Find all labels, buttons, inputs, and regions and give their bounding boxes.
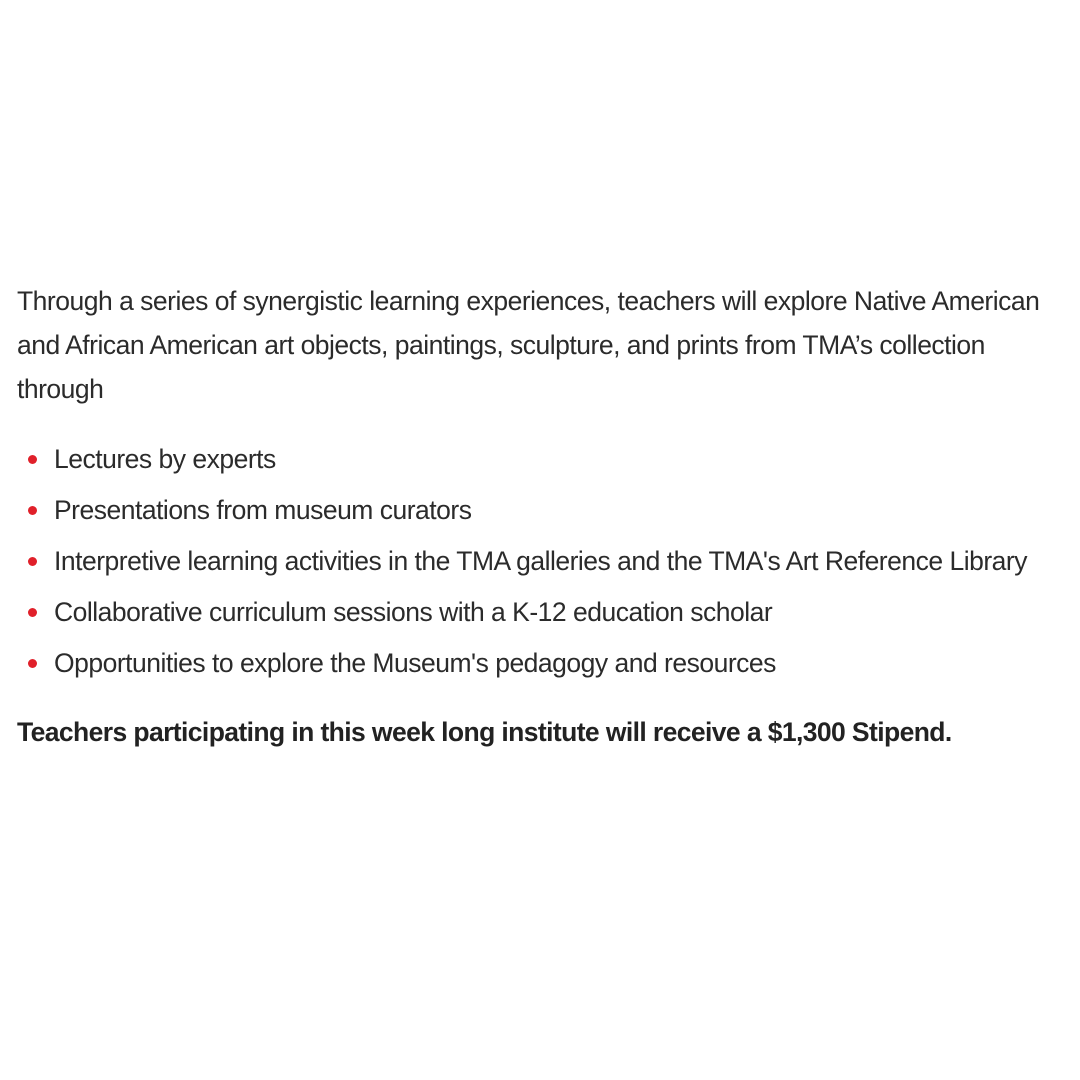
list-item-text: Interpretive learning activities in the TMA galleries and the TMA's Art Reference Library — [54, 546, 1027, 576]
list-item — [17, 488, 1077, 532]
bullet-dot-icon — [28, 608, 37, 617]
stipend-note: Teachers participating in this week long institute will receive a $1,300 Stipend. — [17, 717, 952, 747]
activities-list — [17, 437, 1077, 685]
list-item-text: Collaborative curriculum sessions with a K-12 education scholar — [54, 597, 773, 627]
intro-paragraph: Through a series of synergistic learning experiences, teachers will explore Native American and African American art objects, paintings, sculpture, and prints from TMA’s collection through — [17, 286, 1040, 404]
list-item — [17, 590, 1077, 634]
list-item-text: Opportunities to explore the Museum's pedagogy and resources — [54, 648, 776, 678]
list-item-text: Lectures by experts — [54, 444, 276, 474]
bullet-dot-icon — [28, 455, 37, 464]
list-item — [17, 539, 1077, 583]
bullet-dot-icon — [28, 659, 37, 668]
list-item — [17, 641, 1077, 685]
list-item-text: Presentations from museum curators — [54, 495, 472, 525]
bullet-dot-icon — [28, 506, 37, 515]
content-block — [17, 279, 1077, 754]
list-item — [17, 437, 1077, 481]
bullet-dot-icon — [28, 557, 37, 566]
